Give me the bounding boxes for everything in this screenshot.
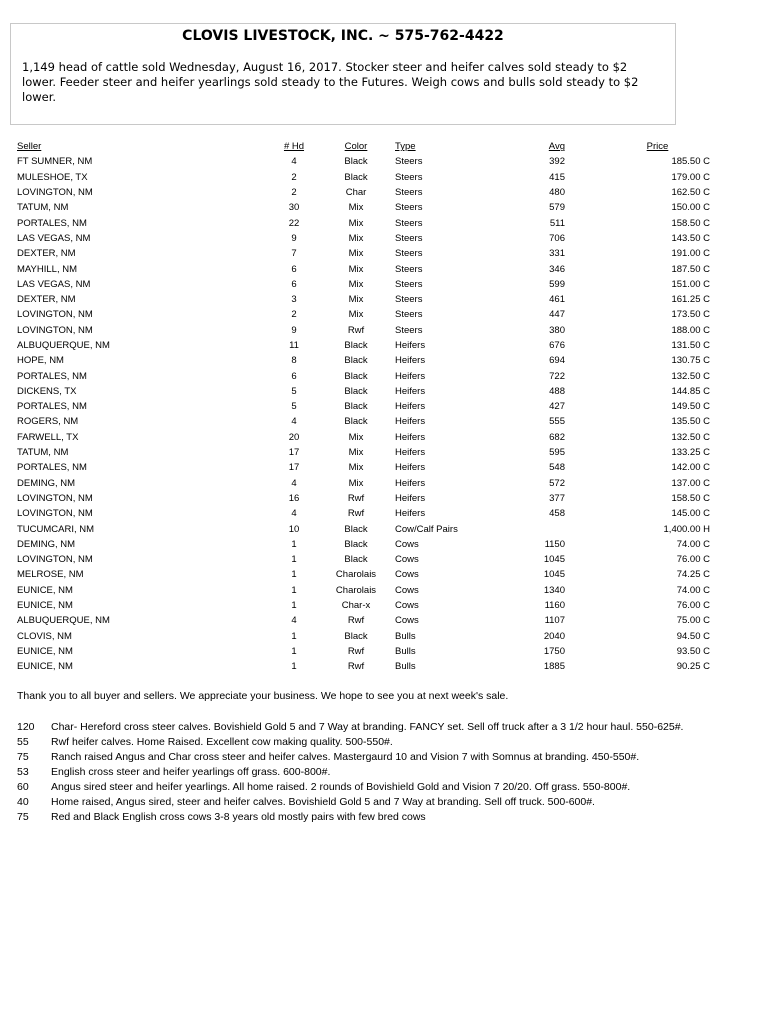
head-count-cell: 1 [291, 630, 297, 642]
avg-weight-cell: 682 [549, 431, 565, 443]
table-row [17, 613, 710, 628]
consignment-head-count: 53 [17, 766, 29, 778]
avg-weight-cell: 346 [549, 263, 565, 275]
avg-weight-cell: 694 [549, 355, 565, 367]
table-row [17, 200, 710, 215]
type-cell: Heifers [395, 477, 426, 489]
type-cell: Steers [395, 309, 423, 321]
seller-cell: MAYHILL, NM [17, 263, 78, 275]
head-count-cell: 2 [291, 309, 297, 321]
avg-weight-cell: 1160 [544, 600, 565, 612]
avg-weight-cell: 480 [549, 187, 565, 199]
avg-weight-cell: 555 [549, 416, 565, 428]
thank-you-note: Thank you to all buyer and sellers. We appreciate your business. We hope to see you at next week's sale. [17, 690, 509, 702]
price-cell: 144.85 C [671, 385, 710, 397]
seller-cell: ROGERS, NM [17, 416, 79, 428]
head-count-cell: 7 [291, 248, 297, 260]
table-row [17, 598, 710, 613]
type-cell: Steers [395, 294, 423, 306]
consignment-description: Home raised, Angus sired, steer and heifer calves. Bovishield Gold 5 and 7 Way at branding. Sell off truck. 500-600#. [51, 796, 595, 808]
seller-cell: TUCUMCARI, NM [17, 523, 95, 535]
consignment-description: English cross steer and heifer yearlings off grass. 600-800#. [51, 766, 331, 778]
avg-weight-cell: 458 [549, 508, 565, 520]
report-header [10, 23, 676, 125]
head-count-cell: 17 [288, 462, 300, 474]
avg-weight-cell: 380 [549, 324, 565, 336]
head-count-cell: 2 [291, 171, 297, 183]
avg-weight-cell: 1045 [543, 554, 565, 566]
color-cell: Mix [348, 217, 364, 229]
seller-cell: TATUM, NM [17, 202, 69, 214]
type-cell: Cow/Calf Pairs [395, 523, 458, 535]
head-count-cell: 6 [291, 370, 297, 382]
table-row [17, 521, 710, 536]
table-header-row [17, 139, 710, 154]
type-cell: Heifers [395, 401, 426, 413]
type-cell: Heifers [395, 462, 426, 474]
table-row [17, 368, 710, 383]
seller-cell: LOVINGTON, NM [17, 508, 93, 520]
table-row [17, 414, 710, 429]
color-cell: Black [344, 171, 368, 183]
seller-cell: EUNICE, NM [17, 600, 73, 612]
price-cell: 145.00 C [671, 508, 710, 520]
color-cell: Mix [348, 232, 364, 244]
type-cell: Heifers [395, 385, 426, 397]
head-count-cell: 11 [289, 340, 299, 351]
price-cell: 75.00 C [676, 615, 710, 627]
type-cell: Steers [395, 324, 423, 336]
price-cell: 188.00 C [671, 324, 710, 336]
color-cell: Charolais [335, 569, 377, 581]
head-count-cell: 5 [291, 401, 297, 413]
sales-table [17, 139, 710, 674]
price-cell: 132.50 C [671, 431, 710, 443]
type-cell: Steers [395, 217, 423, 229]
table-row [17, 231, 710, 246]
price-cell: 90.25 C [676, 661, 710, 673]
sales-table-body [17, 154, 710, 674]
seller-cell: MULESHOE, TX [17, 171, 88, 183]
avg-weight-cell: 392 [549, 156, 565, 168]
price-cell: 158.50 C [671, 492, 710, 504]
table-row [17, 644, 710, 659]
type-cell: Heifers [395, 416, 426, 428]
avg-weight-cell: 1340 [543, 584, 565, 596]
seller-cell: HOPE, NM [17, 355, 64, 367]
head-count-cell: 4 [291, 156, 297, 168]
seller-cell: EUNICE, NM [17, 584, 73, 596]
seller-cell: PORTALES, NM [17, 401, 87, 413]
seller-cell: LOVINGTON, NM [17, 554, 93, 566]
type-cell: Steers [395, 278, 423, 290]
price-cell: 187.50 C [671, 263, 710, 275]
color-cell: Rwf [347, 645, 365, 657]
table-row [17, 506, 710, 521]
consignment-head-count: 40 [17, 796, 29, 808]
table-row [17, 430, 710, 445]
type-cell: Cows [395, 538, 419, 550]
price-cell: 74.00 C [676, 584, 710, 596]
type-cell: Steers [395, 202, 423, 214]
price-cell: 162.50 C [671, 187, 710, 199]
seller-cell: MELROSE, NM [17, 569, 84, 581]
color-cell: Mix [348, 263, 364, 275]
head-count-cell: 4 [291, 615, 297, 627]
table-row [17, 154, 710, 169]
color-cell: Rwf [347, 492, 365, 504]
type-cell: Cows [395, 615, 419, 627]
table-row [17, 399, 710, 414]
head-count-cell: 4 [291, 416, 297, 428]
price-cell: 191.00 C [671, 248, 710, 260]
seller-cell: LOVINGTON, NM [17, 187, 93, 199]
consignment-description: Ranch raised Angus and Char cross steer and heifer calves. Mastergaurd 10 and Vision 7 with Somnus at branding. 450-550#. [51, 751, 640, 763]
table-row [17, 323, 710, 338]
table-row [17, 338, 710, 353]
price-cell: 179.00 C [671, 171, 710, 183]
col-head-count-header: # Hd [283, 141, 305, 153]
avg-weight-cell: 1750 [543, 645, 565, 657]
avg-weight-cell: 548 [549, 462, 565, 474]
type-cell: Heifers [395, 447, 426, 459]
avg-weight-cell: 676 [549, 340, 565, 351]
seller-cell: LAS VEGAS, NM [17, 278, 91, 290]
consignment-head-count: 75 [17, 751, 29, 763]
seller-cell: PORTALES, NM [17, 217, 87, 229]
price-cell: 132.50 C [671, 370, 710, 382]
head-count-cell: 6 [291, 263, 297, 275]
consignment-list [17, 720, 717, 825]
color-cell: Charolais [335, 584, 377, 596]
price-cell: 142.00 C [671, 462, 710, 474]
table-row [17, 445, 710, 460]
type-cell: Steers [395, 187, 423, 199]
seller-cell: ALBUQUERQUE, NM [17, 340, 110, 351]
head-count-cell: 20 [288, 431, 300, 443]
type-cell: Bulls [395, 645, 416, 657]
table-row [17, 261, 710, 276]
type-cell: Cows [395, 584, 419, 596]
price-cell: 130.75 C [671, 355, 710, 367]
consignment-item [17, 765, 717, 780]
price-cell: 158.50 C [671, 217, 710, 229]
price-cell: 133.25 C [671, 447, 710, 459]
color-cell: Black [344, 340, 368, 351]
price-cell: 74.00 C [676, 538, 710, 550]
head-count-cell: 1 [291, 538, 297, 550]
avg-weight-cell: 595 [549, 447, 565, 459]
consignment-item [17, 795, 717, 810]
avg-weight-cell: 1885 [543, 661, 565, 673]
color-cell: Char [345, 187, 367, 199]
type-cell: Bulls [395, 630, 416, 642]
seller-cell: DEMING, NM [17, 538, 76, 550]
head-count-cell: 6 [291, 278, 297, 290]
consignment-item [17, 810, 717, 825]
type-cell: Steers [395, 248, 423, 260]
price-cell: 1,400.00 H [663, 523, 710, 535]
col-seller-header: Seller [17, 141, 42, 153]
avg-weight-cell: 579 [549, 202, 565, 214]
type-cell: Heifers [395, 355, 426, 367]
head-count-cell: 9 [291, 324, 297, 336]
type-cell: Steers [395, 171, 423, 183]
avg-weight-cell: 1045 [543, 569, 565, 581]
table-row [17, 215, 710, 230]
color-cell: Black [344, 538, 368, 550]
type-cell: Steers [395, 156, 423, 168]
table-row [17, 491, 710, 506]
color-cell: Mix [348, 462, 364, 474]
consignment-item [17, 780, 717, 795]
seller-cell: FARWELL, TX [17, 431, 79, 443]
price-cell: 173.50 C [671, 309, 710, 321]
seller-cell: DEXTER, NM [17, 294, 76, 306]
avg-weight-cell: 706 [549, 232, 565, 244]
price-cell: 149.50 C [671, 401, 710, 413]
avg-weight-cell: 461 [549, 294, 565, 306]
head-count-cell: 4 [291, 477, 297, 489]
seller-cell: LOVINGTON, NM [17, 324, 93, 336]
col-price-header: Price [646, 141, 669, 153]
avg-weight-cell: 1150 [544, 538, 565, 550]
type-cell: Heifers [395, 340, 426, 351]
price-cell: 76.00 C [676, 554, 710, 566]
price-cell: 94.50 C [676, 630, 710, 642]
table-row [17, 292, 710, 307]
col-avg-header: Avg [548, 141, 565, 153]
seller-cell: LOVINGTON, NM [17, 492, 93, 504]
price-cell: 137.00 C [671, 477, 710, 489]
market-summary: 1,149 head of cattle sold Wednesday, August 16, 2017. Stocker steer and heifer calves sold steady to $2 lower. Feeder steer and heifer yearlings sold steady to the Futures. Weigh cows and bulls sold steady to $2 lower. [22, 60, 639, 104]
consignment-item [17, 720, 717, 735]
table-row [17, 384, 710, 399]
col-color-header: Color [344, 141, 368, 153]
type-cell: Cows [395, 600, 419, 612]
head-count-cell: 1 [291, 661, 297, 673]
seller-cell: LAS VEGAS, NM [17, 232, 91, 244]
seller-cell: ALBUQUERQUE, NM [17, 615, 110, 627]
head-count-cell: 17 [288, 447, 300, 459]
seller-cell: DEMING, NM [17, 477, 76, 489]
avg-weight-cell [485, 521, 565, 536]
table-row [17, 353, 710, 368]
consignment-head-count: 120 [17, 721, 35, 733]
color-cell: Rwf [347, 615, 365, 627]
avg-weight-cell: 599 [549, 278, 565, 290]
seller-cell: DEXTER, NM [17, 248, 76, 260]
head-count-cell: 16 [288, 492, 300, 504]
head-count-cell: 3 [291, 294, 297, 306]
avg-weight-cell: 377 [549, 492, 565, 504]
head-count-cell: 5 [291, 385, 297, 397]
seller-cell: TATUM, NM [17, 447, 69, 459]
head-count-cell: 10 [288, 523, 300, 535]
head-count-cell: 9 [291, 232, 297, 244]
table-row [17, 307, 710, 322]
type-cell: Heifers [395, 492, 426, 504]
head-count-cell: 1 [291, 584, 297, 596]
price-cell: 151.00 C [671, 278, 710, 290]
table-row [17, 659, 710, 674]
seller-cell: EUNICE, NM [17, 645, 73, 657]
color-cell: Black [344, 416, 368, 428]
color-cell: Mix [348, 309, 364, 321]
color-cell: Black [344, 401, 368, 413]
seller-cell: LOVINGTON, NM [17, 309, 93, 321]
price-cell: 135.50 C [671, 416, 710, 428]
type-cell: Heifers [395, 431, 426, 443]
avg-weight-cell: 415 [549, 171, 565, 183]
head-count-cell: 1 [291, 569, 297, 581]
seller-cell: FT SUMNER, NM [17, 156, 93, 168]
color-cell: Black [344, 554, 368, 566]
consignment-item [17, 735, 717, 750]
table-row [17, 185, 710, 200]
table-row [17, 537, 710, 552]
color-cell: Mix [348, 202, 364, 214]
head-count-cell: 1 [291, 600, 297, 612]
seller-cell: EUNICE, NM [17, 661, 73, 673]
table-row [17, 476, 710, 491]
seller-cell: PORTALES, NM [17, 462, 87, 474]
type-cell: Steers [395, 263, 423, 275]
avg-weight-cell: 447 [549, 309, 565, 321]
consignment-item [17, 750, 717, 765]
consignment-head-count: 55 [17, 736, 29, 748]
head-count-cell: 4 [291, 508, 297, 520]
consignment-head-count: 75 [17, 811, 29, 823]
head-count-cell: 1 [291, 645, 297, 657]
color-cell: Black [344, 355, 368, 367]
avg-weight-cell: 488 [549, 385, 565, 397]
price-cell: 76.00 C [676, 600, 710, 612]
col-type-header: Type [395, 141, 416, 153]
price-cell: 161.25 C [671, 294, 710, 306]
price-cell: 131.50 C [671, 340, 710, 351]
price-cell: 185.50 C [671, 156, 710, 168]
price-cell: 143.50 C [671, 232, 710, 244]
type-cell: Heifers [395, 508, 426, 520]
table-row [17, 277, 710, 292]
price-cell: 74.25 C [676, 569, 710, 581]
color-cell: Rwf [347, 324, 365, 336]
color-cell: Mix [348, 248, 364, 260]
color-cell: Black [344, 156, 368, 168]
color-cell: Char-x [341, 600, 371, 612]
avg-weight-cell: 2040 [543, 630, 565, 642]
avg-weight-cell: 331 [549, 248, 565, 260]
color-cell: Mix [348, 294, 364, 306]
color-cell: Mix [348, 447, 364, 459]
avg-weight-cell: 427 [549, 401, 565, 413]
type-cell: Bulls [395, 661, 416, 673]
avg-weight-cell: 511 [549, 217, 565, 229]
consignment-description: Rwf heifer calves. Home Raised. Excellent cow making quality. 500-550#. [51, 736, 393, 748]
table-row [17, 629, 710, 644]
consignment-head-count: 60 [17, 781, 29, 793]
head-count-cell: 2 [291, 187, 297, 199]
color-cell: Black [344, 630, 368, 642]
table-row [17, 170, 710, 185]
head-count-cell: 8 [291, 355, 297, 367]
head-count-cell: 22 [288, 217, 300, 229]
consignment-description: Red and Black English cross cows 3-8 years old mostly pairs with few bred cows [51, 811, 426, 823]
color-cell: Mix [348, 477, 364, 489]
head-count-cell: 30 [288, 202, 300, 214]
type-cell: Steers [395, 232, 423, 244]
avg-weight-cell: 722 [549, 370, 565, 382]
avg-weight-cell: 1107 [544, 615, 565, 627]
seller-cell: CLOVIS, NM [17, 630, 72, 642]
color-cell: Black [344, 523, 368, 535]
type-cell: Cows [395, 569, 419, 581]
color-cell: Black [344, 385, 368, 397]
seller-cell: DICKENS, TX [17, 385, 77, 397]
type-cell: Heifers [395, 370, 426, 382]
consignment-description: Angus sired steer and heifer yearlings. All home raised. 2 rounds of Bovishield Gold and Vision 7 20/20. Off grass. 550-800#. [51, 781, 631, 793]
report-title: CLOVIS LIVESTOCK, INC. ~ 575-762-4422 [182, 28, 504, 44]
table-row [17, 460, 710, 475]
price-cell: 93.50 C [676, 645, 710, 657]
seller-cell: PORTALES, NM [17, 370, 87, 382]
table-row [17, 583, 710, 598]
color-cell: Mix [348, 431, 364, 443]
color-cell: Black [344, 370, 368, 382]
table-row [17, 567, 710, 582]
type-cell: Cows [395, 554, 419, 566]
table-row [17, 246, 710, 261]
consignment-description: Char- Hereford cross steer calves. Bovishield Gold 5 and 7 Way at branding. FANCY set. Sell off truck after a 3 1/2 hour haul. 550-625#. [51, 721, 684, 733]
color-cell: Mix [348, 278, 364, 290]
price-cell: 150.00 C [671, 202, 710, 214]
color-cell: Rwf [347, 508, 365, 520]
color-cell: Rwf [347, 661, 365, 673]
table-row [17, 552, 710, 567]
head-count-cell: 1 [291, 554, 297, 566]
avg-weight-cell: 572 [549, 477, 565, 489]
